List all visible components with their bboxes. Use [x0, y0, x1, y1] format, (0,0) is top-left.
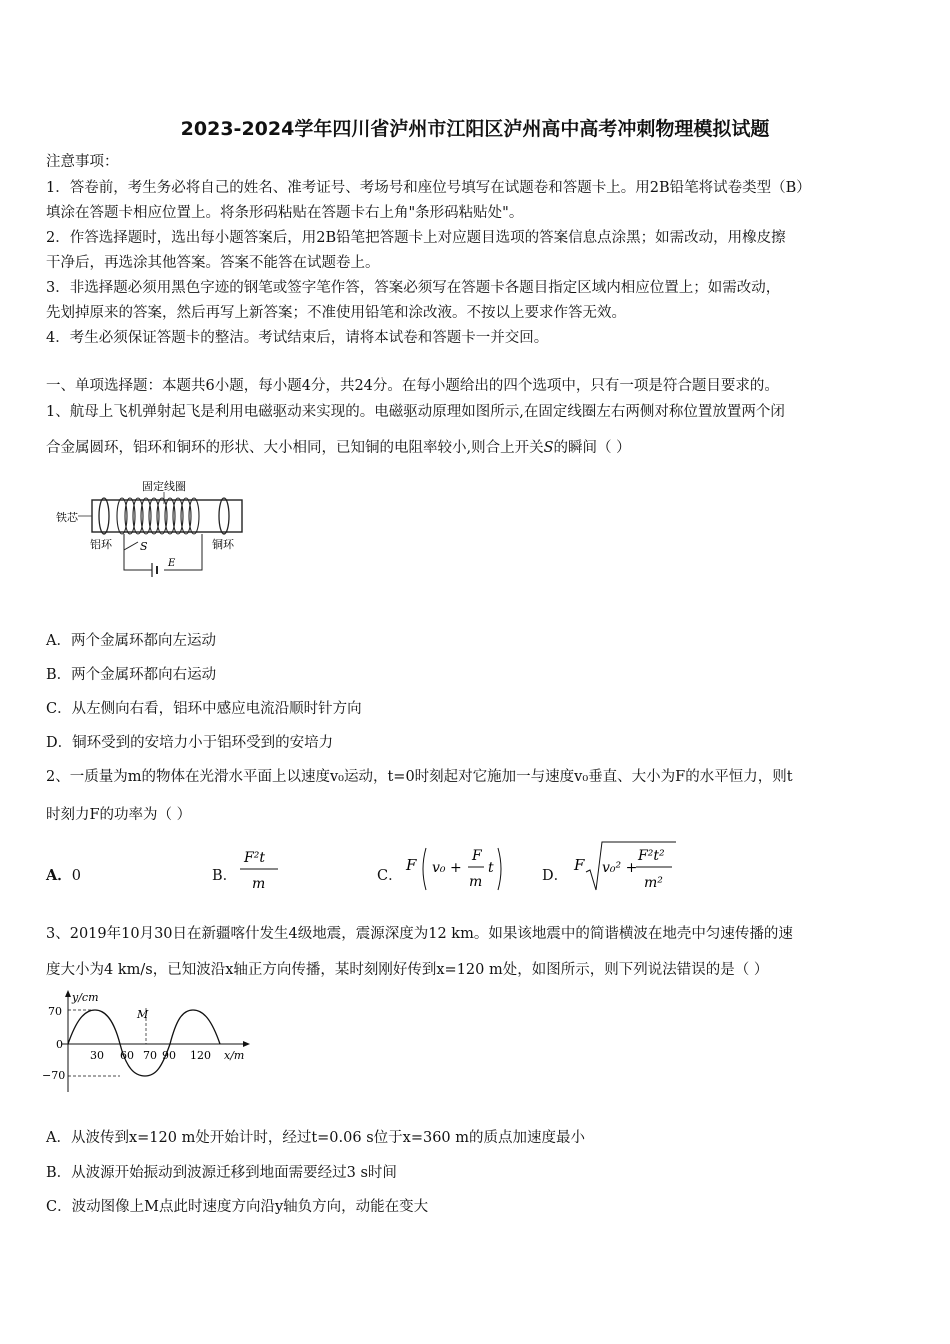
al-label: 铝环 — [90, 538, 112, 551]
fixed-coil — [117, 498, 199, 534]
q1-option-c: C．从左侧向右看，铝环中感应电流沿顺时针方向 — [46, 701, 362, 717]
formula-c-F: F — [406, 856, 417, 874]
q3-stem-line2: 度大小为4 km/s，已知波沿x轴正方向传播，某时刻刚好传到x=120 m处，如图所示，则下列说法错误的是（ ） — [46, 962, 769, 978]
x-tick-60: 60 — [120, 1049, 134, 1062]
notice-line: 2．作答选择题时，选出每小题答案后，用2B铅笔把答题卡上对应题目选项的答案信息点涂黑；如需改动，用橡皮擦 — [46, 230, 786, 246]
q3-option-b: B．从波源开始振动到波源迁移到地面需要经过3 s时间 — [46, 1165, 397, 1181]
switch-lever — [124, 542, 138, 550]
q2-option-b-label: B． — [212, 868, 238, 884]
q3-stem-line1: 3、2019年10月30日在新疆喀什发生4级地震，震源深度为12 km。如果该地震中的简谐横波在地壳中匀速传播的速 — [46, 926, 793, 942]
y-axis-label: y/cm — [72, 991, 99, 1004]
notice-line: 4．考生必须保证答题卡的整洁。考试结束后，请将本试卷和答题卡一并交回。 — [46, 330, 549, 346]
formula-d-v0: v₀² + — [602, 860, 638, 876]
q2-option-a-label: A． — [46, 867, 72, 884]
formula-c-denominator: m — [469, 874, 483, 890]
left-paren — [423, 848, 426, 890]
page-title: 2023-2024学年四川省泸州市江阳区泸州高中高考冲刺物理模拟试题 — [180, 118, 770, 140]
q1-stem-tail: 的瞬间（ ） — [553, 440, 631, 456]
notice-line: 先划掉原来的答案，然后再写上新答案；不准使用铅笔和涂改液。不按以上要求作答无效。 — [46, 305, 626, 321]
q1-option-a: A．两个金属环都向左运动 — [46, 633, 216, 649]
q1-stem-line1: 1、航母上飞机弹射起飞是利用电磁驱动来实现的。电磁驱动原理如图所示,在固定线圈左右两侧对称位置放置两个闭 — [46, 404, 785, 420]
q3-option-c: C．波动图像上M点此时速度方向沿y轴负方向，动能在变大 — [46, 1199, 429, 1215]
y-tick-neg70: −70 — [42, 1069, 66, 1082]
copper-ring — [219, 498, 229, 534]
x-axis-label: x/m — [224, 1049, 245, 1062]
notice-heading: 注意事项： — [46, 154, 119, 170]
q3-option-a: A．从波传到x=120 m处开始计时，经过t=0.06 s位于x=360 m的质点加速度最小 — [46, 1130, 586, 1146]
notice-line: 1．答卷前，考生务必将自己的姓名、准考证号、考场号和座位号填写在试题卷和答题卡上。用2B铅笔将试卷类型（B） — [46, 180, 811, 196]
q2-option-d-label: D． — [542, 868, 569, 884]
formula-c-numerator: F — [472, 848, 482, 864]
switch-label: S — [140, 540, 148, 553]
x-tick-90: 90 — [162, 1049, 176, 1062]
q2-option-c-label: C． — [377, 868, 403, 884]
q2-option-a-value: 0 — [71, 868, 81, 884]
q2-option-d-formula — [572, 838, 682, 898]
q1-coil-diagram — [52, 478, 252, 583]
formula-c-t: t — [488, 860, 494, 876]
q1-option-d: D．铜环受到的安培力小于铝环受到的安培力 — [46, 735, 334, 751]
notice-line: 填涂在答题卡相应位置上。将条形码粘贴在答题卡右上角"条形码粘贴处"。 — [46, 205, 524, 221]
q2-stem-line2: 时刻力F的功率为（ ） — [46, 807, 192, 823]
x-axis-arrow — [243, 1041, 250, 1047]
q1-stem-text: 合金属圆环，铝环和铜环的形状、大小相同，已知铜的电阻率较小,则合上开关 — [46, 440, 544, 456]
formula-b-numerator: F²t — [244, 850, 265, 866]
q2-option-a — [46, 864, 81, 885]
q2-stem-line1: 2、一质量为m的物体在光滑水平面上以速度v₀运动，t=0时刻起对它施加一与速度v₀垂直、大小为F的水平恒力，则t — [46, 769, 793, 785]
x-tick-70: 70 — [143, 1049, 157, 1062]
section-heading: 一、单项选择题：本题共6小题，每小题4分，共24分。在每小题给出的四个选项中，只有一项是符合题目要求的。 — [46, 378, 779, 394]
formula-d-F: F — [574, 856, 585, 874]
q3-wave-graph — [40, 988, 260, 1094]
y-tick-0: 0 — [56, 1038, 63, 1051]
battery-label: E — [168, 558, 176, 569]
q2-option-b-formula — [236, 842, 286, 896]
aluminum-ring — [99, 498, 109, 534]
circuit-wire-left — [124, 534, 152, 570]
notice-line: 干净后，再选涂其他答案。答案不能答在试题卷上。 — [46, 255, 380, 271]
y-tick-70: 70 — [48, 1005, 62, 1018]
y-axis-arrow — [65, 990, 71, 997]
q1-stem-line2 — [46, 438, 631, 458]
x-tick-30: 30 — [90, 1049, 104, 1062]
q2-option-c-formula — [404, 840, 510, 898]
formula-c-v0: v₀ + — [432, 860, 462, 876]
formula-b-denominator: m — [252, 876, 266, 892]
core-label: 铁芯 — [56, 511, 78, 524]
formula-d-numerator: F²t² — [638, 848, 665, 864]
coil-label: 固定线圈 — [142, 480, 186, 493]
point-m-label: M — [137, 1008, 149, 1021]
q1-stem-symbol: S — [543, 440, 554, 456]
notice-line: 3．非选择题必须用黑色字迹的钢笔或签字笔作答，答案必须写在答题卡各题目指定区域内相应位置上；如需改动， — [46, 280, 781, 296]
q1-option-b: B．两个金属环都向右运动 — [46, 667, 217, 683]
cu-label: 铜环 — [212, 538, 234, 551]
formula-d-denominator: m² — [644, 875, 663, 891]
right-paren — [498, 848, 501, 890]
x-tick-120: 120 — [190, 1049, 211, 1062]
